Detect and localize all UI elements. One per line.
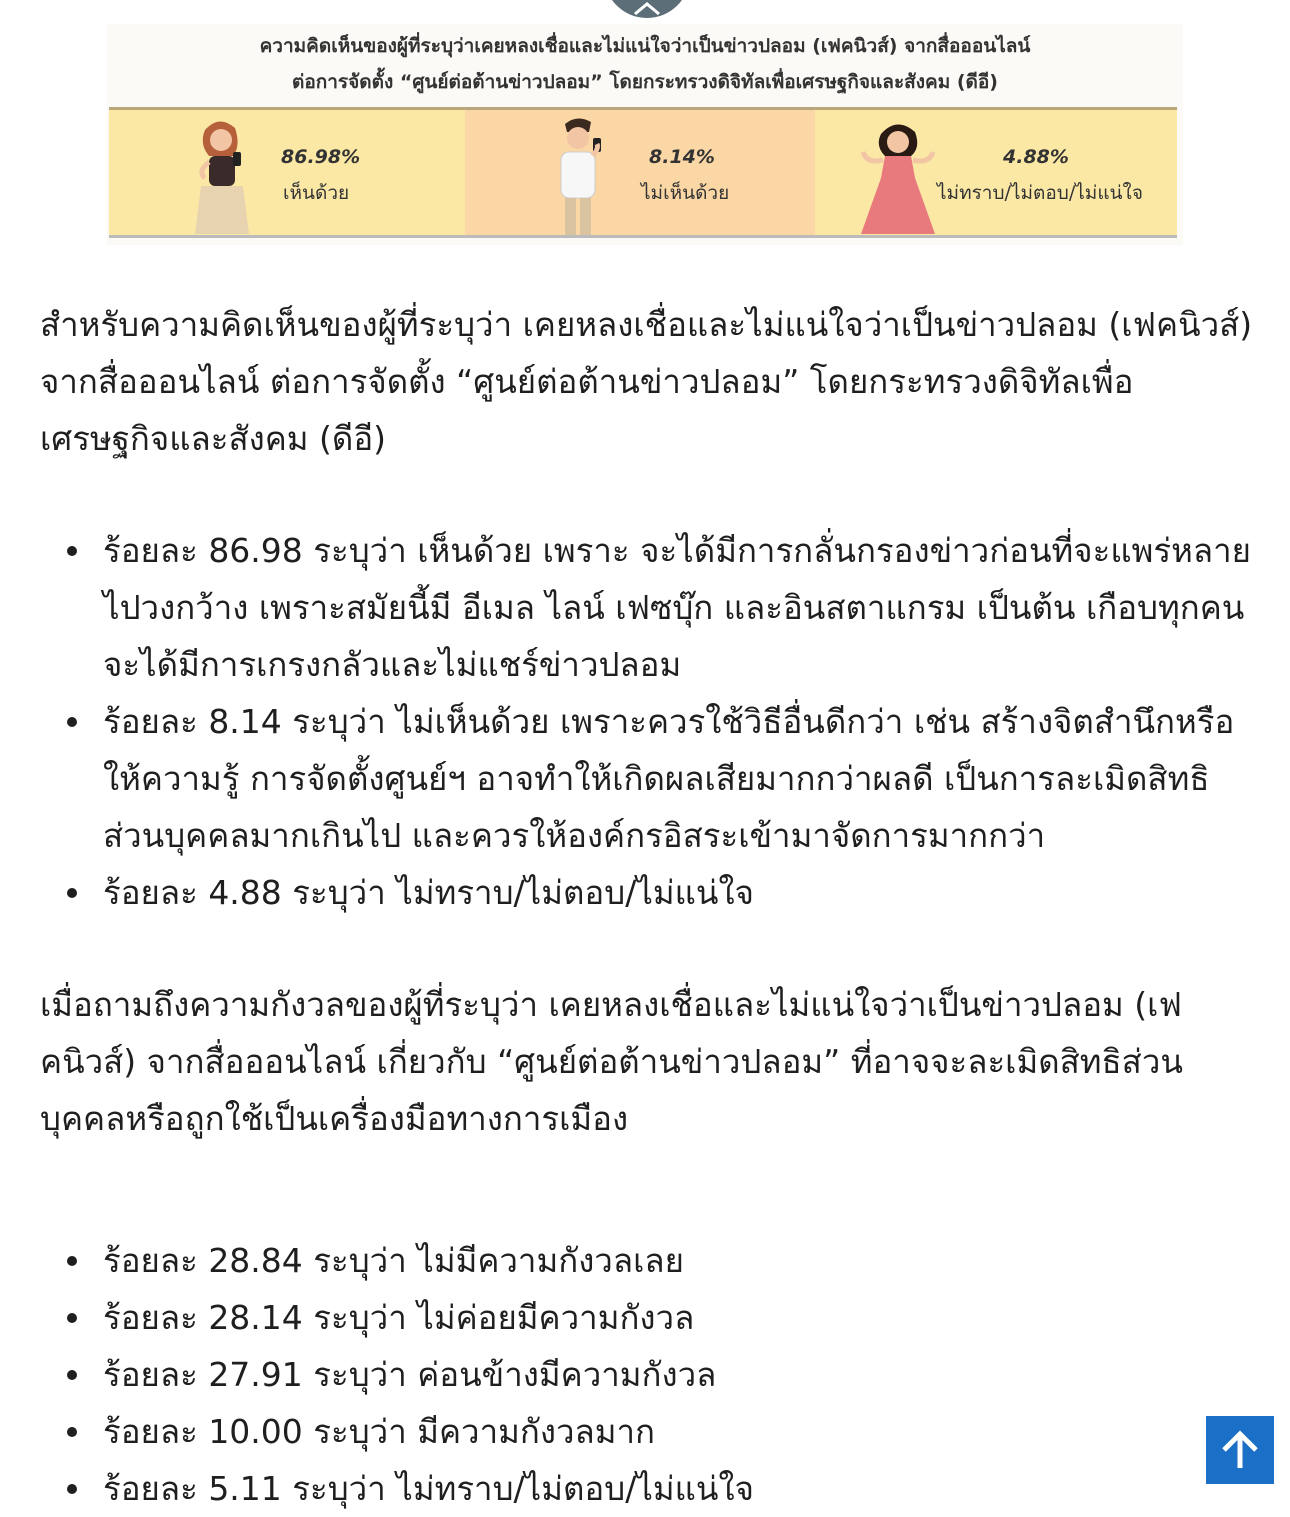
close-overlay-button[interactable] <box>604 0 690 18</box>
list-item: ร้อยละ 28.84 ระบุว่า ไม่มีความกังวลเลย <box>103 1232 1255 1289</box>
list-item: ร้อยละ 86.98 ระบุว่า เห็นด้วย เพราะ จะได้มีการกลั่นกรองข่าวก่อนที่จะแพร่หลายไปวงกว้าง เพราะสมัยนี้มี อีเมล ไลน์ เฟซบุ๊ก และอินสตาแกรม เป็นต้น เกือบทุกคน จะได้มีการเกรงกลัวและไม่แชร์ข่าวปลอม <box>103 522 1255 693</box>
article-paragraph-opinion: สำหรับความคิดเห็นของผู้ที่ระบุว่า เคยหลงเชื่อและไม่แน่ใจว่าเป็นข่าวปลอม (เฟคนิวส์) จากสื่อออนไลน์ ต่อการจัดตั้ง “ศูนย์ต่อต้านข่าวปลอม” โดยกระทรวงดิจิทัลเพื่อเศรษฐกิจและสังคม (ดีอี) <box>40 305 1253 458</box>
list-item: ร้อยละ 4.88 ระบุว่า ไม่ทราบ/ไม่ตอบ/ไม่แน่ใจ <box>103 864 1255 921</box>
panel-agree <box>109 110 465 235</box>
woman-shrug-icon <box>853 116 943 234</box>
panel-agree-percent: 86.98% <box>281 146 361 168</box>
infographic-title <box>107 24 1183 106</box>
panel-unsure <box>815 110 1177 235</box>
panel-agree-label: เห็นด้วย <box>283 182 350 204</box>
infographic-divider <box>109 235 1177 238</box>
infographic-title-line1: ความคิดเห็นของผู้ที่ระบุว่าเคยหลงเชื่อและไม่แน่ใจว่าเป็นข่าวปลอม (เฟคนิวส์) จากสื่อออนไลน์ <box>259 35 1031 57</box>
article-paragraph-concern: เมื่อถามถึงความกังวลของผู้ที่ระบุว่า เคยหลงเชื่อและไม่แน่ใจว่าเป็นข่าวปลอม (เฟคนิวส์) จากสื่อออนไลน์ เกี่ยวกับ “ศูนย์ต่อต้านข่าวปลอม” ที่อาจจะละเมิดสิทธิส่วนบุคคลหรือถูกใช้เป็นเครื่องมือทางการเมือง <box>40 985 1183 1138</box>
panel-unsure-percent: 4.88% <box>1003 146 1069 168</box>
list-item: ร้อยละ 8.14 ระบุว่า ไม่เห็นด้วย เพราะควรใช้วิธีอื่นดีกว่า เช่น สร้างจิตสำนึกหรือให้ความรู้ การจัดตั้งศูนย์ฯ อาจทำให้เกิดผลเสียมากกว่าผลดี เป็นการละเมิดสิทธิส่วนบุคคลมากเกินไป และควรให้องค์กรอิสระเข้ามาจัดการมากกว่า <box>103 693 1255 864</box>
infographic-title-line2: ต่อการจัดตั้ง “ศูนย์ต่อต้านข่าวปลอม” โดยกระทรวงดิจิทัลเพื่อเศรษฐกิจและสังคม (ดีอี) <box>292 71 998 93</box>
infographic-image <box>107 24 1183 245</box>
panel-disagree <box>465 110 815 235</box>
article-body <box>40 296 1255 1517</box>
panel-disagree-percent: 8.14% <box>649 146 715 168</box>
list-item: ร้อยละ 28.14 ระบุว่า ไม่ค่อยมีความกังวล <box>103 1289 1255 1346</box>
concern-list <box>40 1232 1255 1517</box>
infographic-panels <box>109 107 1177 238</box>
list-item: ร้อยละ 10.00 ระบุว่า มีความกังวลมาก <box>103 1403 1255 1460</box>
arrow-up-icon <box>1220 1428 1260 1472</box>
woman-phone-icon <box>187 116 257 234</box>
list-item: ร้อยละ 5.11 ระบุว่า ไม่ทราบ/ไม่ตอบ/ไม่แน่ใจ <box>103 1460 1255 1517</box>
man-phone-icon <box>543 114 613 235</box>
list-item: ร้อยละ 27.91 ระบุว่า ค่อนข้างมีความกังวล <box>103 1346 1255 1403</box>
panel-unsure-label: ไม่ทราบ/ไม่ตอบ/ไม่แน่ใจ <box>937 182 1143 204</box>
panel-disagree-label: ไม่เห็นด้วย <box>641 182 730 204</box>
opinion-list <box>40 522 1255 921</box>
scroll-to-top-button[interactable] <box>1206 1416 1274 1484</box>
chevron-up-icon <box>632 0 662 16</box>
